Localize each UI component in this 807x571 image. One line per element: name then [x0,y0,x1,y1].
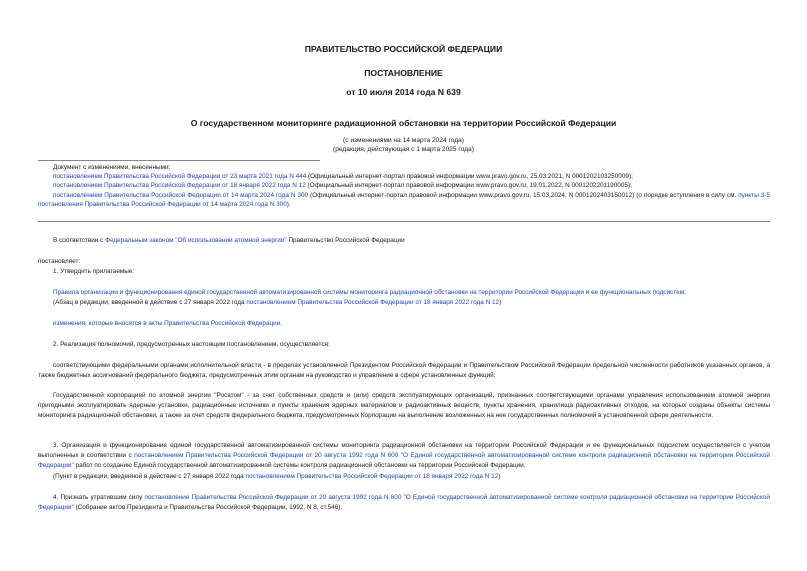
rules-note [53,298,770,308]
top-divider [38,160,320,161]
item-2-a: соответствующими федеральными органами исполнительной власти - в пределах установленной Президентом Российской Федерации и Правительством Российской Федерации предельной численности работников указанных органов, а также бюджетных ассигнований федерального бюджета, предусмотренных этим органам на руководство и управление в сфере установленных функций; [38,362,770,380]
rules-link[interactable]: Правила организации и функционирования единой государственной автоматизированной системы мониторинга радиационной обстановки на территории Российской Федерации и ее функциональных подсистем [53,289,685,296]
rules-paragraph [53,288,770,298]
item-1: 1. Утвердить прилагаемые: [53,268,135,275]
edition-note: (редакция, действующая с 1 марта 2025 года) [333,146,474,153]
document-type-heading: ПОСТАНОВЛЕНИЕ [364,68,443,78]
note-text: ) [499,299,502,306]
decides: постановляет: [38,258,81,265]
changes-note: (с изменениями на 14 марта 2024 года) [343,137,464,144]
note-text: ) [498,473,501,480]
change-link[interactable]: постановлением Правительства Российской Федерации от 14 марта 2024 года N 300 [53,191,309,199]
changes-block [38,163,770,209]
note-text: (Пункт в редакции, введенной в действие с 27 января 2022 года [53,473,246,480]
change-link[interactable]: постановлением Правительства Российской Федерации от 18 января 2022 года N 12 [53,182,306,190]
change-item [38,191,770,209]
item-4 [38,493,770,513]
change-item [38,181,770,190]
item-3-link[interactable]: постановлением Правительства Российской Федерации от 20 августа 1992 года N 600 "О Единой государственной автоматизированной системе контроля радиационной обстановки на территории Российской Федерации" [38,452,770,470]
item-3-text: 3. Организация и функционирование единой государственной автоматизированной системы мониторинга радиационной обстановки на территории Российской Федерации и ее функциональных подсистем осуществляется с учетом выполненных в соответствии с [38,442,770,460]
rules-tail: ; [684,289,686,296]
document-title: О государственном мониторинге радиационной обстановки на территории Российской Федерации [190,118,617,128]
preamble [53,236,770,246]
item-3 [38,441,770,472]
item-4-link[interactable]: постановление Правительства Российской Федерации от 20 августа 1992 года N 600 "О Единой государственной автоматизированной системе контроля радиационной обстановки на территории Российской Федерации" [38,494,770,512]
rules-note-link[interactable]: постановлением Правительства Российской Федерации от 18 января 2022 года N 12 [246,299,500,306]
item-2-b: Государственной корпорацией по атомной энергии "Росатом" - за счет собственных средств и (или) средств эксплуатирующих организаций, признанных соответствующими органами управления использованием атомной энергии пригодными эксплуатировать ядерные установки, радиационные источники и пункты хранения ядерных материалов и радиоактивных веществ, пункты хранения, хранилища радиоактивных отходов, на которых созданы объекты системы мониторинга радиационной обстановки, а также за счет средств федерального бюджета, предусмотренных Корпорации на выполнение возложенных на нее государственных полномочий в установленной сфере деятельности. [38,392,770,420]
change-link[interactable]: постановлением Правительства Российской Федерации от 23 марта 2021 года N 444 [53,173,307,181]
change-tail: (Официальный интернет-портал правовой информации www.pravo.gov.ru, 15.03.2024, N 0001202403150012) (о порядке вступления в силу см. [308,191,737,199]
item-4-text: (Собрание актов Президента и Правительства Российской Федерации, 1992, N 8, ст.546). [73,504,343,512]
law-link[interactable]: Федеральным законом "Об использовании атомной энергии" [105,237,287,244]
change-item [38,172,770,181]
item-2: 2. Реализация полномочий, предусмотренных настоящим постановлением, осуществляется: [53,341,330,348]
bottom-divider [38,221,770,222]
preamble-text: Правительство Российской Федерации [286,237,405,244]
changes-acts-link[interactable]: изменения, которые вносятся в акты Правительства Российской Федерации [53,320,281,327]
changes-intro: Документ с изменениями, внесенными: [53,164,171,171]
preamble-text: В соответствии с [53,237,106,244]
government-heading: ПРАВИТЕЛЬСТВО РОССИЙСКОЙ ФЕДЕРАЦИИ [304,44,503,54]
changes-paragraph [53,319,770,329]
change-tail: (Официальный интернет-портал правовой информации www.pravo.gov.ru, 19.01.2022, N 0001202201190005); [305,182,632,190]
change-link[interactable]: пункты 3-5 постановления Правительства Российской Федерации от 14 марта 2024 года N 300 [38,191,770,208]
change-tail: (Официальный интернет-портал правовой информации www.pravo.gov.ru, 25.03.2021, N 0001202103250009); [306,173,633,181]
item-4-text: 4. Признать утратившим силу [53,494,145,501]
item-3-note-link[interactable]: постановлением Правительства Российской Федерации от 18 января 2022 года N 12 [245,473,499,480]
item-3-note [53,472,770,482]
note-text: (Абзац в редакции, введенной в действие с 27 января 2022 года [53,299,247,306]
changes-tail: . [280,320,283,327]
document-date-number: от 10 июля 2014 года N 639 [346,87,461,97]
change-tail: ). [286,200,291,208]
item-3-text: работ по созданию Единой государственной автоматизированной системы контроля радиационной обстановки на территории Российской Федерации. [73,462,526,470]
